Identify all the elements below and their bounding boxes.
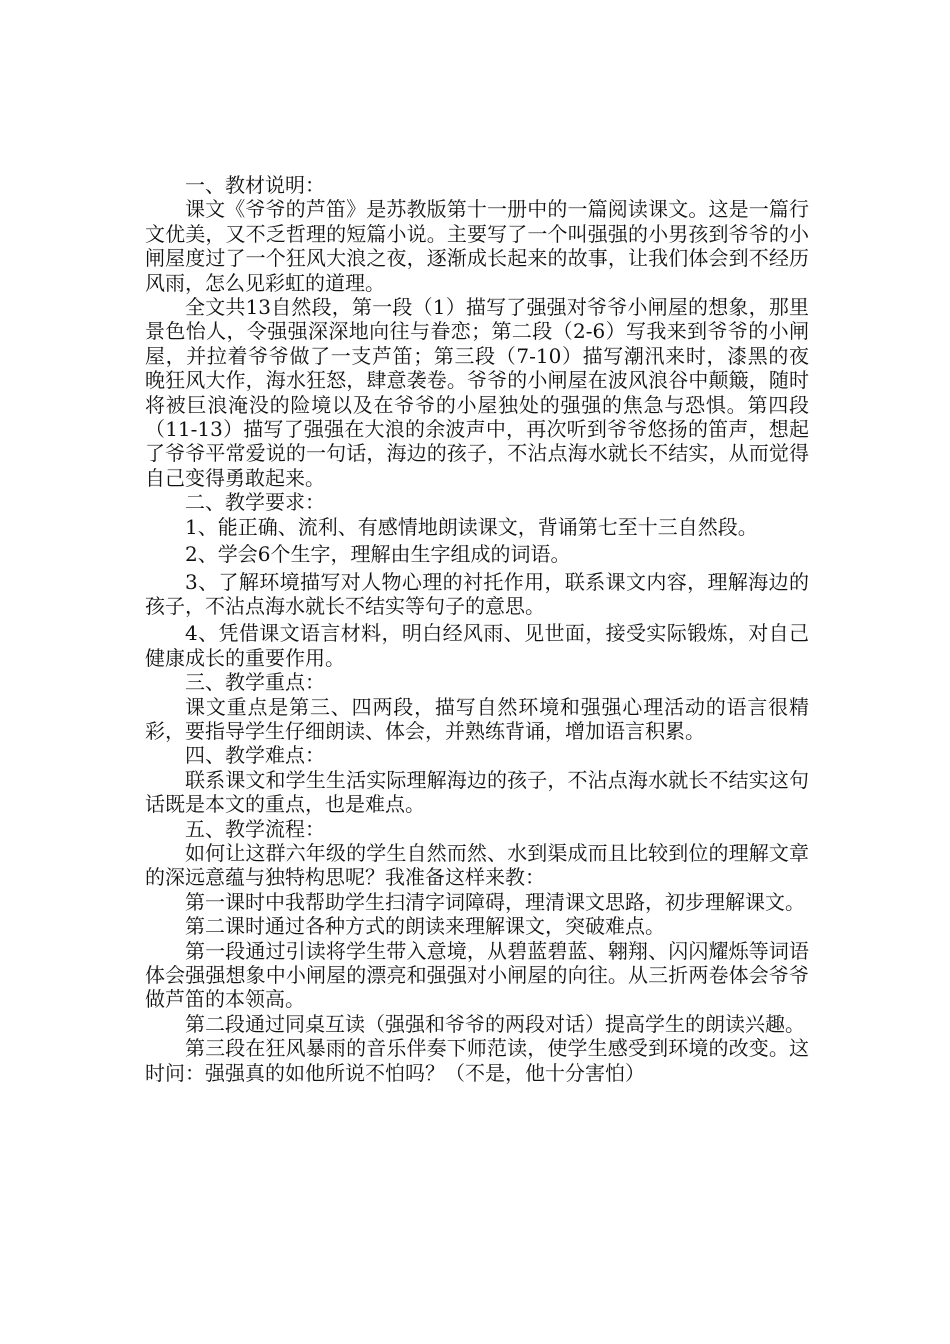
requirement-item-2: 2、学会6个生字，理解由生字组成的词语。	[185, 542, 571, 567]
paragraph-teaching-difficulty: 联系课文和学生生活实际理解海边的孩子，不沾点海水就长不结实这句话既是本文的重点，也是难点。	[145, 767, 809, 817]
paragraph-process-intro: 如何让这群六年级的学生自然而然、水到渠成而且比较到位的理解文章的深远意蕴与独特构思呢？我准备这样来教：	[145, 840, 809, 890]
paragraph-lesson-one: 第一课时中我帮助学生扫清字词障碍，理清课文思路，初步理解课文。	[185, 889, 805, 914]
heading-teaching-difficulty: 四、教学难点：	[185, 743, 325, 768]
heading-teaching-process: 五、教学流程：	[185, 816, 325, 841]
paragraph-teaching-focus: 课文重点是第三、四两段，描写自然环境和强强心理活动的语言很精彩，要指导学生仔细朗读、体会，并熟练背诵，增加语言积累。	[145, 694, 809, 743]
paragraph-text-structure: 全文共13自然段，第一段（1）描写了强强对爷爷小闸屋的想象，那里景色怡人，令强强深深地向往与眷恋；第二段（2-6）写我来到爷爷的小闸屋，并拉着爷爷做了一支芦笛；第三段（7-10）描写潮汛来时，漆黑的夜晚狂风大作，海水狂怒，肆意袭卷。爷爷的小闸屋在波风浪谷中颠簸，随时将被巨浪淹没的险境以及在爷爷的小屋独处的强强的焦急与恐惧。第四段（11-13）描写了强强在大浪的余波声中，再次听到爷爷悠扬的笛声，想起了爷爷平常爱说的一句话，海边的孩子，不沾点海水就长不结实，从而觉得自己变得勇敢起来。	[145, 295, 809, 490]
heading-textbook-description: 一、教材说明：	[185, 173, 325, 197]
paragraph-textbook-intro: 课文《爷爷的芦笛》是苏教版第十一册中的一篇阅读课文。这是一篇行文优美，又不乏哲理的短篇小说。主要写了一个叫强强的小男孩到爷爷的小闸屋度过了一个狂风大浪之夜，逐渐成长起来的故事，让我们体会到不经历风雨，怎么见彩虹的道理。	[145, 197, 809, 295]
paragraph-section-two: 第二段通过同桌互读（强强和爷爷的两段对话）提高学生的朗读兴趣。	[185, 1011, 805, 1036]
heading-teaching-requirements: 二、教学要求：	[185, 490, 325, 515]
paragraph-section-one: 第一段通过引读将学生带入意境，从碧蓝碧蓝、翱翔、闪闪耀烁等词语体会强强想象中小闸屋的漂亮和强强对小闸屋的向往。从三折两卷体会爷爷做芦笛的本领高。	[145, 938, 809, 1012]
heading-teaching-focus: 三、教学重点：	[185, 670, 325, 695]
requirement-item-3: 3、了解环境描写对人物心理的衬托作用，联系课文内容，理解海边的孩子，不沾点海水就长不结实等句子的意思。	[145, 569, 809, 618]
document-page	[145, 173, 809, 1085]
requirement-item-4: 4、凭借课文语言材料，明白经风雨、见世面，接受实际锻炼，对自己健康成长的重要作用。	[145, 621, 809, 670]
paragraph-section-three: 第三段在狂风暴雨的音乐伴奏下师范读，使学生感受到环境的改变。这时问：强强真的如他所说不怕吗？（不是，他十分害怕）	[145, 1036, 809, 1085]
requirement-item-1: 1、能正确、流利、有感情地朗读课文，背诵第七至十三自然段。	[185, 514, 758, 539]
paragraph-lesson-two: 第二课时通过各种方式的朗读来理解课文，突破难点。	[185, 914, 665, 939]
